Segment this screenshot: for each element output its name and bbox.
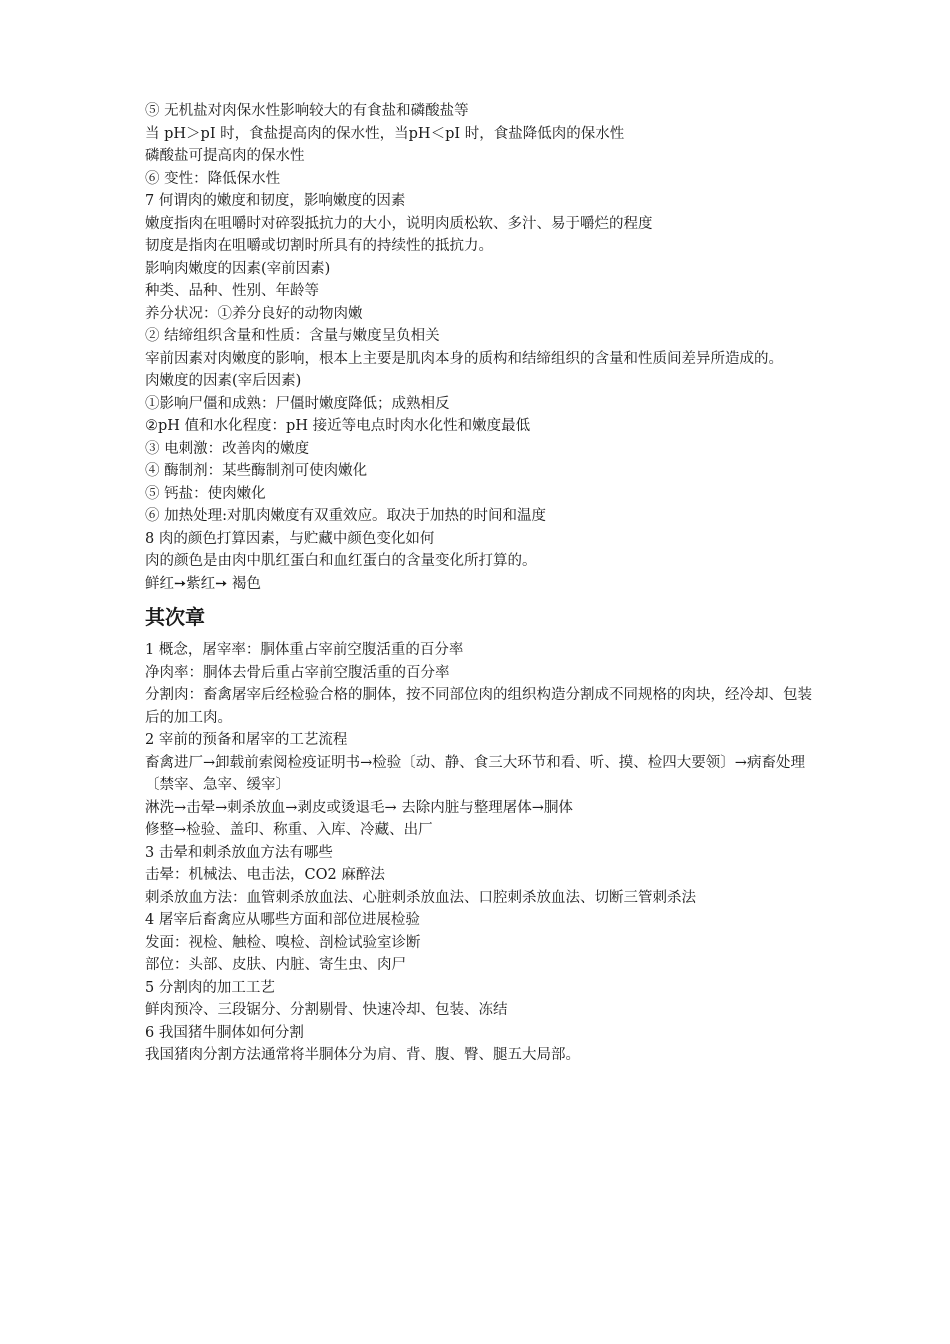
section-chapter-2-notes [145,639,825,1067]
text-line: ⑥ 加热处理:对肌肉嫩度有双重效应。取决于加热的时间和温度 [145,508,546,524]
text-line: ⑤ 无机盐对肉保水性影响较大的有食盐和磷酸盐等 [145,103,469,119]
text-line: ⑥ 变性：降低保水性 [145,170,281,187]
text-line: 击晕：机械法、电击法，CO2 麻醉法 [145,867,385,883]
question-heading: 6 我国猪牛胴体如何分割 [145,1024,304,1041]
text-line: 养分状况：①养分良好的动物肉嫩 [145,305,363,322]
text-line: 净肉率：胴体去骨后重占宰前空腹活重的百分率 [145,664,450,681]
question-heading: 7 何谓肉的嫩度和韧度，影响嫩度的因素 [145,193,406,209]
text-line: 刺杀放血方法：血管刺杀放血法、心脏刺杀放血法、口腔刺杀放血法、切断三管刺杀法 [145,889,696,906]
text-paragraph: 畜禽进厂→卸载前索阅检疫证明书→检验〔动、静、食三大环节和看、听、摸、检四大要领〕→病畜处理〔禁宰、急宰、缓宰〕 [145,754,805,793]
text-paragraph: 宰前因素对肉嫩度的影响，根本上主要是肌肉本身的质构和结缔组织的含量和性质间差异所造成的。 [145,350,783,367]
text-line: ①影响尸僵和成熟：尸僵时嫩度降低；成熟相反 [145,395,450,412]
text-line: 淋洗→击晕→刺杀放血→剥皮或烫退毛→ 去除内脏与整理屠体→胴体 [145,799,573,816]
text-line: 鲜肉预冷、三段锯分、分割剔骨、快速冷却、包装、冻结 [145,1002,508,1018]
text-line: 当 pH＞pI 时，食盐提高肉的保水性，当pH＜pI 时，食盐降低肉的保水性 [145,125,625,142]
text-line: 种类、品种、性别、年龄等 [145,283,319,299]
text-line: 嫩度指肉在咀嚼时对碎裂抵抗力的大小，说明肉质松软、多汁、易于嚼烂的程度 [145,215,653,232]
text-line: 发面：视检、触检、嗅检、剖检试验室诊断 [145,934,421,951]
text-line: ⑤ 钙盐：使肉嫩化 [145,485,266,502]
text-line: 修整→检验、盖印、称重、入库、冷藏、出厂 [145,822,433,838]
text-line: 1 概念，屠宰率：胴体重占宰前空腹活重的百分率 [145,642,464,658]
chapter-heading: 其次章 [145,605,205,629]
question-heading: 4 屠宰后畜禽应从哪些方面和部位进展检验 [145,912,420,928]
text-line: 肉嫩度的因素(宰后因素) [145,373,302,389]
text-line: 部位：头部、皮肤、内脏、寄生虫、肉尸 [145,957,406,973]
text-line: 肉的颜色是由肉中肌红蛋白和血红蛋白的含量变化所打算的。 [145,553,537,569]
question-heading: 2 宰前的预备和屠宰的工艺流程 [145,732,348,748]
text-line: 影响肉嫩度的因素(宰前因素) [145,260,331,277]
question-heading: 3 击晕和刺杀放血方法有哪些 [145,844,333,861]
text-line: 磷酸盐可提高肉的保水性 [145,148,305,164]
question-heading: 8 肉的颜色打算因素，与贮藏中颜色变化如何 [145,530,435,547]
document-page [145,100,825,1067]
text-line: ③ 电刺激：改善肉的嫩度 [145,440,310,457]
text-line: ② 结缔组织含量和性质：含量与嫩度呈负相关 [145,328,440,344]
text-line: ④ 酶制剂：某些酶制剂可使肉嫩化 [145,463,368,479]
text-line: 鲜红➙紫红➙ 褐色 [145,575,261,592]
text-line: ②pH 值和水化程度：pH 接近等电点时肉水化性和嫩度最低 [145,418,531,434]
text-line: 我国猪肉分割方法通常将半胴体分为肩、背、腹、臀、腿五大局部。 [145,1047,580,1063]
text-line: 韧度是指肉在咀嚼或切割时所具有的持续性的抵抗力。 [145,238,493,254]
question-heading: 5 分割肉的加工工艺 [145,979,275,996]
section-chapter-1-notes [145,100,825,595]
text-paragraph: 分割肉：畜禽屠宰后经检验合格的胴体，按不同部位肉的组织构造分割成不同规格的肉块，经冷却、包装后的加工肉。 [145,687,812,726]
